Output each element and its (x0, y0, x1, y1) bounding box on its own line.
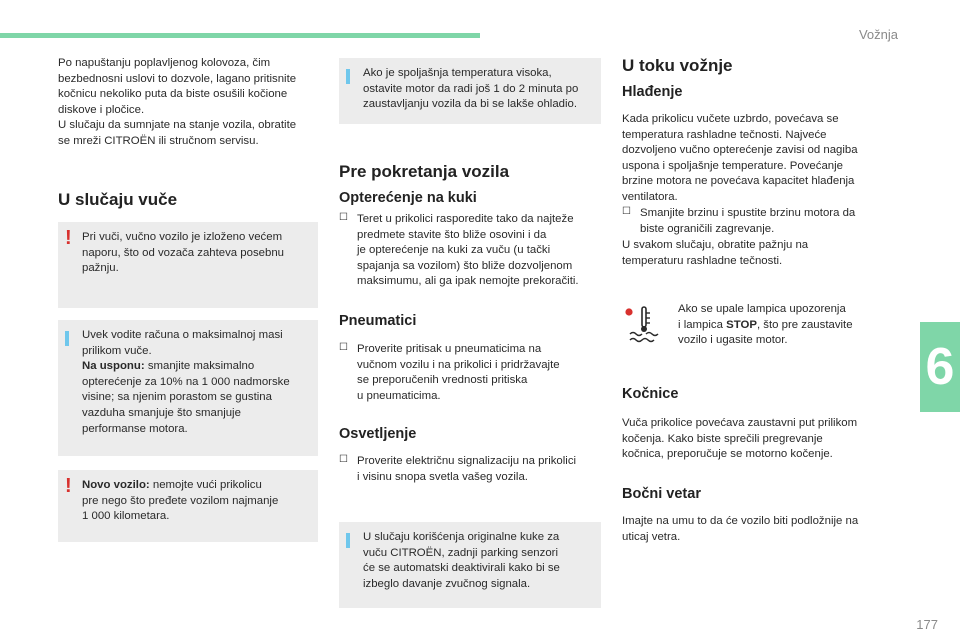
warning-exclamation-icon: ! (65, 475, 72, 497)
warning-box-towing: ! Pri vuči, vučno vozilo je izloženo većem naporu, što od vozača zahteva posebnu pažnju. (58, 222, 318, 308)
warning-exclamation-icon: ! (65, 227, 72, 249)
bullet-hitch-load: ☐ Teret u prikolici rasporedite tako da najteže predmete stavite što bliže osovini i da je opterećenje na kuki za vuču (u tački spajanja sa vozilom) što bliže dozvoljenom maksimumu, ali ga ipak nemojte prekoračiti. (339, 212, 579, 288)
checkbox-bullet-icon: ☐ (339, 454, 348, 465)
bullet-lighting: ☐ Proverite električnu signalizaciju na prikolici i visinu snopa svetla vašeg vozila. (339, 454, 577, 483)
subheading-crosswind: Bočni vetar (622, 486, 701, 502)
section-progress-bar (0, 33, 480, 38)
cooling-paragraph: Kada prikolicu vučete uzbrdo, povećava se temperatura rashladne tečnosti. Najveće dozvoljeno vučno opterećenje zavisi od nagiba uspona i spoljašnje temperature. Povećanje brzine motora ne povećava kapacitet hlađenja ventilatora. (622, 113, 858, 203)
crosswind-paragraph: Imajte na umu to da će vozilo biti podložnije na uticaj vetra. (622, 515, 859, 543)
checkbox-bullet-icon: ☐ (339, 212, 348, 223)
subheading-tyres: Pneumatici (339, 313, 417, 329)
subheading-brakes: Kočnice (622, 386, 679, 402)
info-bar-icon (65, 331, 69, 346)
subheading-cooling: Hlađenje (622, 84, 683, 100)
checkbox-bullet-icon: ☐ (339, 342, 348, 353)
subheading-hitch-load: Opterećenje na kuki (339, 190, 477, 206)
checkbox-bullet-icon: ☐ (622, 206, 631, 217)
bullet-reduce-speed: ☐ Smanjite brzinu i spustite brzinu motora da biste ograničili zagrevanje. (622, 206, 856, 235)
brakes-paragraph: Vuča prikolice povećava zaustavni put prilikom kočenja. Kako biste sprečili pregrevanje kočnica, preporučuje se motorno kočenje. (622, 417, 858, 461)
coolant-temperature-icon (624, 304, 674, 344)
coolant-note: U svakom slučaju, obratite pažnju na temperaturu rashladne tečnosti. (622, 239, 809, 267)
info-box-cooling: Ako je spoljašnja temperatura visoka, ostavite motor da radi još 1 do 2 minuta po zaustavljanju vozila da bi se lakše ohladio. (339, 58, 601, 124)
subheading-lighting: Osvetljenje (339, 426, 417, 442)
section-name: Vožnja (858, 27, 898, 42)
chapter-tab: 6 (920, 322, 960, 412)
info-box-mass: Uvek vodite računa o maksimalnoj masi prilikom vuče. Na usponu: smanjite maksimalno opterećenje za 10% na 1 000 nadmorske visine; sa njenim porastom se gustina vazduha smanjuje što smanjuje performanse motora. (58, 320, 318, 456)
warning-box-new-vehicle: ! Novo vozilo: nemojte vući prikolicu pre nego što pređete vozilom najmanje 1 000 kilometara. (58, 470, 318, 542)
heading-while-driving: U toku vožnje (622, 56, 733, 75)
bullet-tyres: ☐ Proverite pritisak u pneumaticima na vučnom vozilu i na prikolici i pridržavajte se preporučenih vrednosti pritiska u pneumaticima. (339, 342, 560, 402)
info-bar-icon (346, 69, 350, 84)
info-bar-icon (346, 533, 350, 548)
coolant-warning-text: Ako se upale lampica upozorenja i lampica STOP, što pre zaustavite vozilo i ugasite motor. (678, 303, 853, 347)
page-number: 177 (916, 617, 938, 632)
heading-before-driving: Pre pokretanja vozila (339, 162, 510, 181)
heading-towing: U slučaju vuče (58, 190, 178, 209)
info-box-parking-sensors: U slučaju korišćenja originalne kuke za vuču CITROËN, zadnji parking senzori će se automatski deaktivirali kako bi se izbeglo davanje zvučnog signala. (339, 522, 601, 608)
intro-paragraph: Po napuštanju poplavljenog kolovoza, čim bezbednosni uslovi to dozvole, lagano pritisnite kočnicu nekoliko puta da biste osušili kočione diskove i pločice. U slučaju da sumnjate na stanje vozila, obratite se mreži CITROËN ili stručnom servisu. (58, 57, 297, 147)
